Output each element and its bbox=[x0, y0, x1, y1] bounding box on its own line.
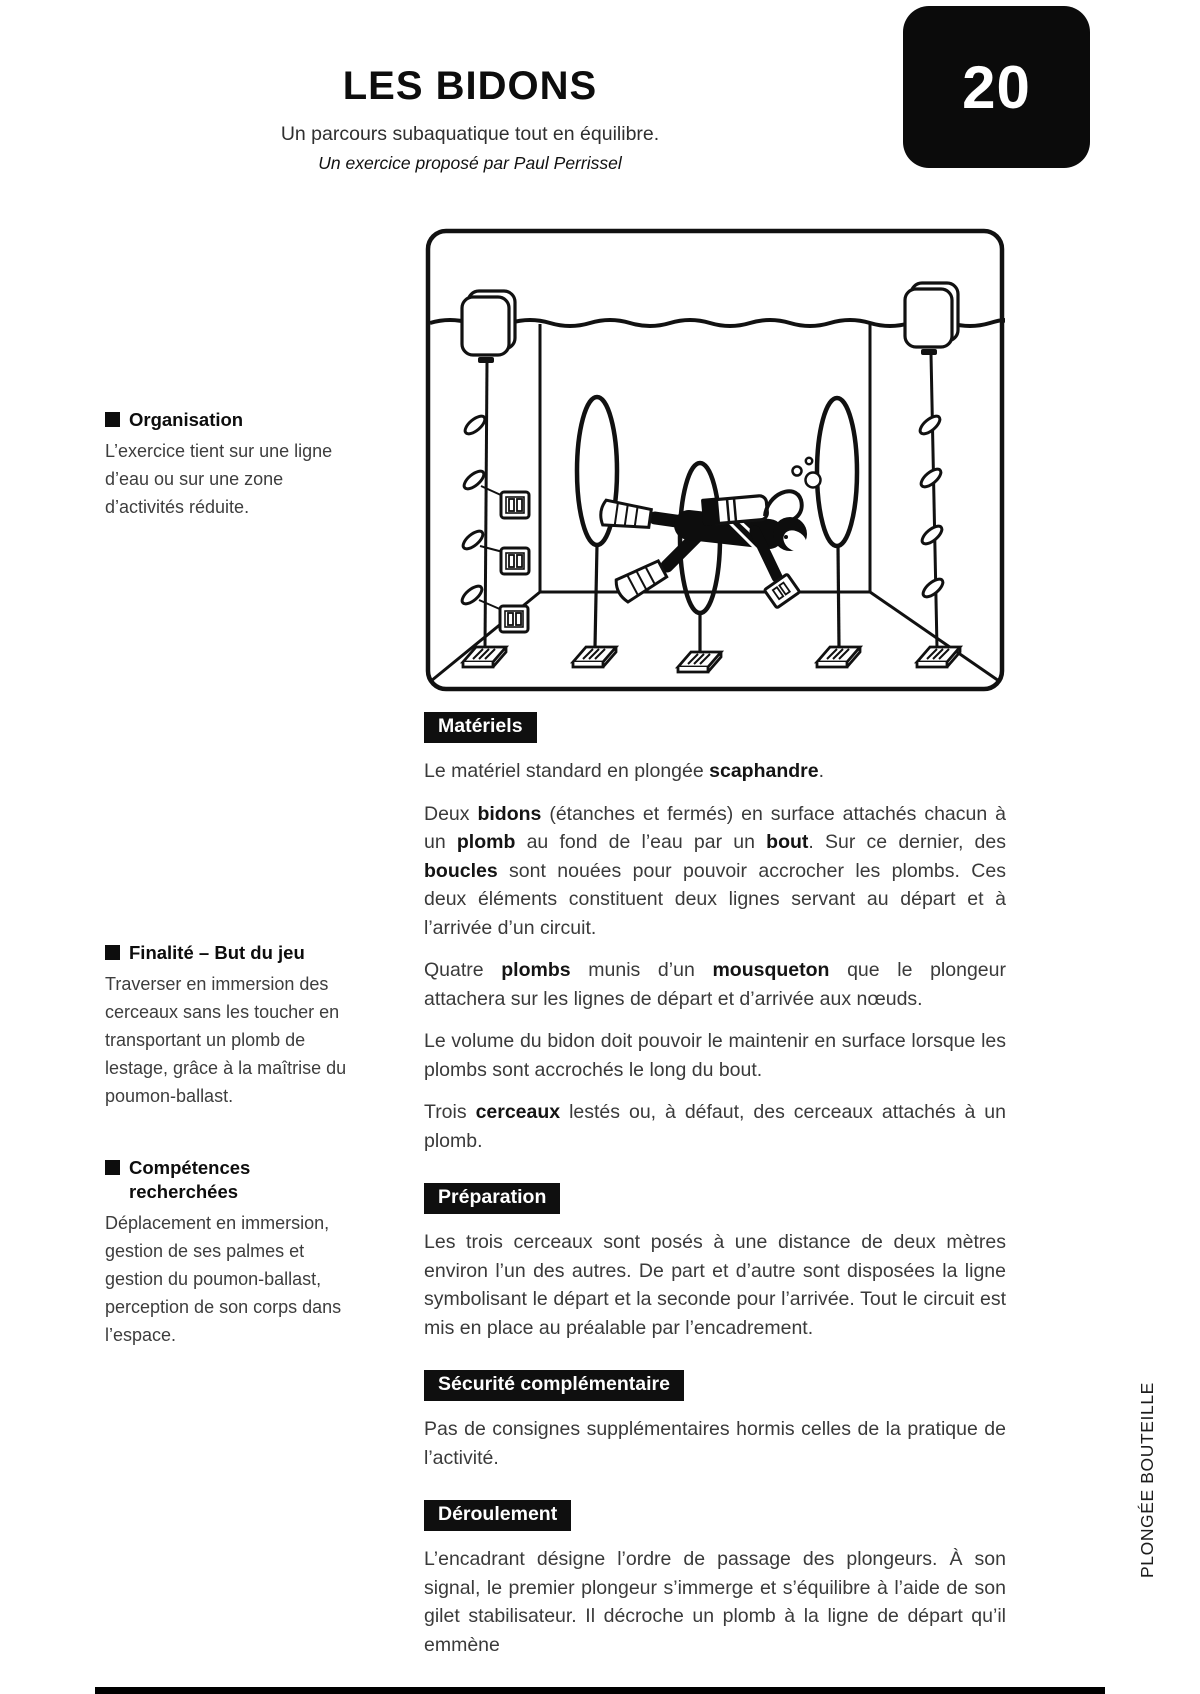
section-label: Déroulement bbox=[424, 1500, 571, 1531]
sidebar-text: Traverser en immersion des cerceaux sans les toucher en transportant un plomb de lestage, grâce à la maîtrise du poumon-ballast. bbox=[105, 974, 347, 1106]
paragraph: Trois cerceaux lestés ou, à défaut, des cerceaux attachés à un plomb. bbox=[424, 1101, 1006, 1152]
sidebar-heading bbox=[105, 941, 353, 965]
black-square-bullet-icon bbox=[105, 945, 120, 960]
pool-scene-illustration bbox=[425, 228, 1005, 692]
section-deroulement-paragraphs bbox=[424, 1545, 1006, 1659]
section-securite bbox=[424, 1370, 1006, 1401]
scuba-tank bbox=[701, 493, 768, 526]
paragraph: Deux bidons (étanches et fermés) en surface attachés chacun à un plomb au fond de l’eau par un bout. Sur ce dernier, des boucles sont nouées pour pouvoir accrocher les plombs. Ces deux éléments constituent deux lignes servant au départ et à l’arrivée d’un circuit. bbox=[424, 802, 1006, 939]
chapter-vertical-label: PLONGÉE BOUTEILLE bbox=[1137, 1382, 1157, 1578]
lead-weight bbox=[500, 606, 528, 632]
paragraph: Le matériel standard en plongée scaphandre. bbox=[424, 760, 825, 782]
lead-weight bbox=[501, 548, 529, 574]
paragraph: L’encadrant désigne l’ordre de passage des plongeurs. À son signal, le premier plongeur s’immerge et s’équilibre à l’aide de son gilet stabilisateur. Il décroche un plomb à la ligne de départ qu’il emmène bbox=[424, 1548, 1006, 1656]
section-materiels bbox=[424, 712, 1006, 743]
exercise-number-badge bbox=[903, 6, 1090, 168]
footer-bar bbox=[95, 1687, 1105, 1694]
paragraph: Les trois cerceaux sont posés à une distance de deux mètres environ l’un des autres. De part et d’autre sont disposées la ligne symbolisant le départ et la seconde pour l’arrivée. Tout le circuit est mis en place au préalable par l’encadrement. bbox=[424, 1231, 1006, 1339]
sidebar-heading bbox=[105, 408, 353, 432]
exercise-number: 20 bbox=[962, 53, 1031, 121]
header bbox=[170, 64, 770, 174]
sidebar-heading-label: Organisation bbox=[129, 409, 244, 430]
sidebar-text: L’exercice tient sur une ligne d’eau ou sur une zone d’activités réduite. bbox=[105, 441, 333, 517]
section-preparation bbox=[424, 1183, 1006, 1214]
paragraph: Pas de consignes supplémentaires hormis celles de la pratique de l’activité. bbox=[424, 1418, 1006, 1469]
paragraph: Quatre plombs munis d’un mousqueton que le plongeur attachera sur les lignes de départ et d’arrivée aux nœuds. bbox=[424, 959, 1006, 1010]
page-title: LES BIDONS bbox=[342, 64, 598, 108]
section-securite-paragraphs bbox=[424, 1415, 1006, 1472]
page-byline: Un exercice proposé par Paul Perrissel bbox=[318, 153, 622, 173]
lead-weight bbox=[501, 492, 529, 518]
start-line-rope bbox=[485, 362, 487, 648]
page-subtitle: Un parcours subaquatique tout en équilibre. bbox=[280, 123, 660, 145]
section-deroulement bbox=[424, 1500, 1006, 1531]
section-label: Matériels bbox=[424, 712, 537, 743]
sidebar-section-competences bbox=[105, 1156, 353, 1349]
sidebar-heading-label: Finalité – But du jeu bbox=[129, 942, 305, 963]
sidebar-heading-label: Compétences recherchées bbox=[129, 1157, 251, 1202]
sidebar-section-finalite bbox=[105, 941, 353, 1110]
main-content bbox=[424, 712, 1006, 1659]
sidebar-text: Déplacement en immersion, gestion de ses palmes et gestion du poumon-ballast, perception de son corps dans l’espace. bbox=[105, 1213, 342, 1345]
section-label: Sécurité complémentaire bbox=[424, 1370, 684, 1401]
section-label: Préparation bbox=[424, 1183, 560, 1214]
section-preparation-paragraphs bbox=[424, 1228, 1006, 1342]
bidon-right bbox=[905, 283, 958, 355]
sidebar-heading bbox=[105, 1156, 353, 1204]
bidon-left bbox=[462, 291, 515, 363]
black-square-bullet-icon bbox=[105, 1160, 120, 1175]
black-square-bullet-icon bbox=[105, 412, 120, 427]
paragraph: Le volume du bidon doit pouvoir le maintenir en surface lorsque les plombs sont accrochés le long du bout. bbox=[424, 1030, 1006, 1081]
sidebar-section-organisation bbox=[105, 408, 353, 521]
section-materiels-paragraphs bbox=[424, 757, 1006, 1155]
